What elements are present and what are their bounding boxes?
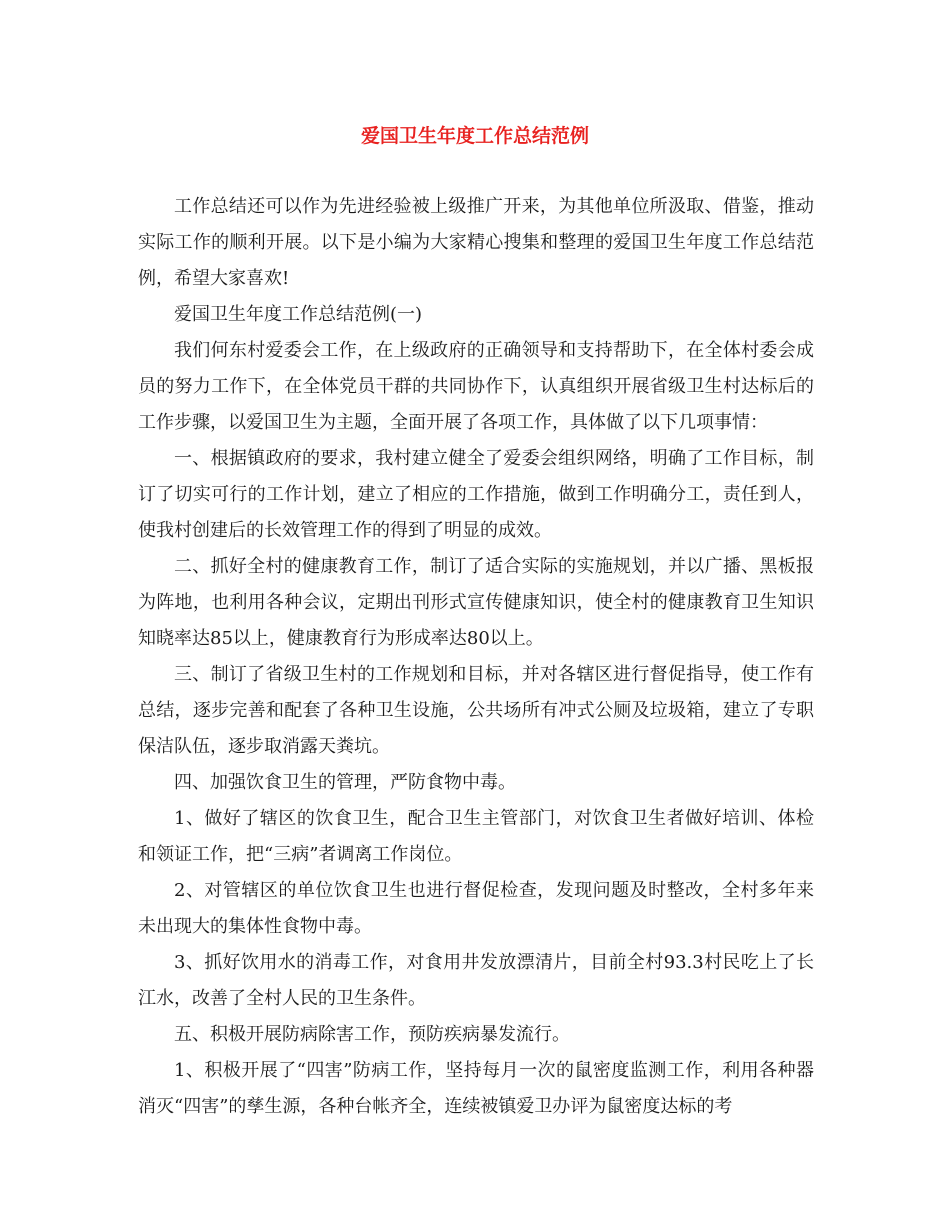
paragraph-subtitle: 爱国卫生年度工作总结范例(一): [174, 304, 423, 325]
paragraph: 二、抓好全村的健康教育工作，制订了适合实际的实施规划，并以广播、黑板报为阵地，也利用各种会议，定期出刊形式宣传健康知识，使全村的健康教育卫生知识知晓率达85以上，健康教育行为形成率达80以上。: [138, 556, 814, 649]
paragraph: 三、制订了省级卫生村的工作规划和目标，并对各辖区进行督促指导，使工作有总结，逐步完善和配套了各种卫生设施，公共场所有冲式公厕及垃圾箱，建立了专职保洁队伍，逐步取消露天粪坑。: [138, 664, 814, 757]
paragraph: 1、做好了辖区的饮食卫生，配合卫生主管部门，对饮食卫生者做好培训、体检和领证工作，把“三病”者调离工作岗位。: [138, 808, 814, 865]
document-body: [138, 189, 814, 1125]
document-title: 爱国卫生年度工作总结范例: [360, 125, 589, 147]
paragraph: 四、加强饮食卫生的管理，严防食物中毒。: [174, 772, 516, 793]
paragraph-intro: 工作总结还可以作为先进经验被上级推广开来，为其他单位所汲取、借鉴，推动实际工作的顺利开展。以下是小编为大家精心搜集和整理的爱国卫生年度工作总结范例，希望大家喜欢!: [138, 196, 814, 289]
paragraph: 我们何东村爱委会工作，在上级政府的正确领导和支持帮助下，在全体村委会成员的努力工作下，在全体党员干群的共同协作下，认真组织开展省级卫生村达标后的工作步骤，以爱国卫生为主题，全面开展了各项工作，具体做了以下几项事情：: [138, 340, 814, 433]
paragraph: 五、积极开展防病除害工作，预防疾病暴发流行。: [174, 1024, 570, 1045]
paragraph: 2、对管辖区的单位饮食卫生也进行督促检查，发现问题及时整改，全村多年来未出现大的集体性食物中毒。: [138, 880, 814, 937]
paragraph: 一、根据镇政府的要求，我村建立健全了爱委会组织网络，明确了工作目标，制订了切实可行的工作计划，建立了相应的工作措施，做到工作明确分工，责任到人，使我村创建后的长效管理工作的得到了明显的成效。: [138, 448, 814, 541]
paragraph: 3、抓好饮用水的消毒工作，对食用井发放漂清片，目前全村93.3村民吃上了长江水，改善了全村人民的卫生条件。: [138, 952, 814, 1009]
paragraph: 1、积极开展了“四害”防病工作，坚持每月一次的鼠密度监测工作，利用各种器消灭“四害”的孳生源，各种台帐齐全，连续被镇爱卫办评为鼠密度达标的考: [138, 1060, 814, 1117]
